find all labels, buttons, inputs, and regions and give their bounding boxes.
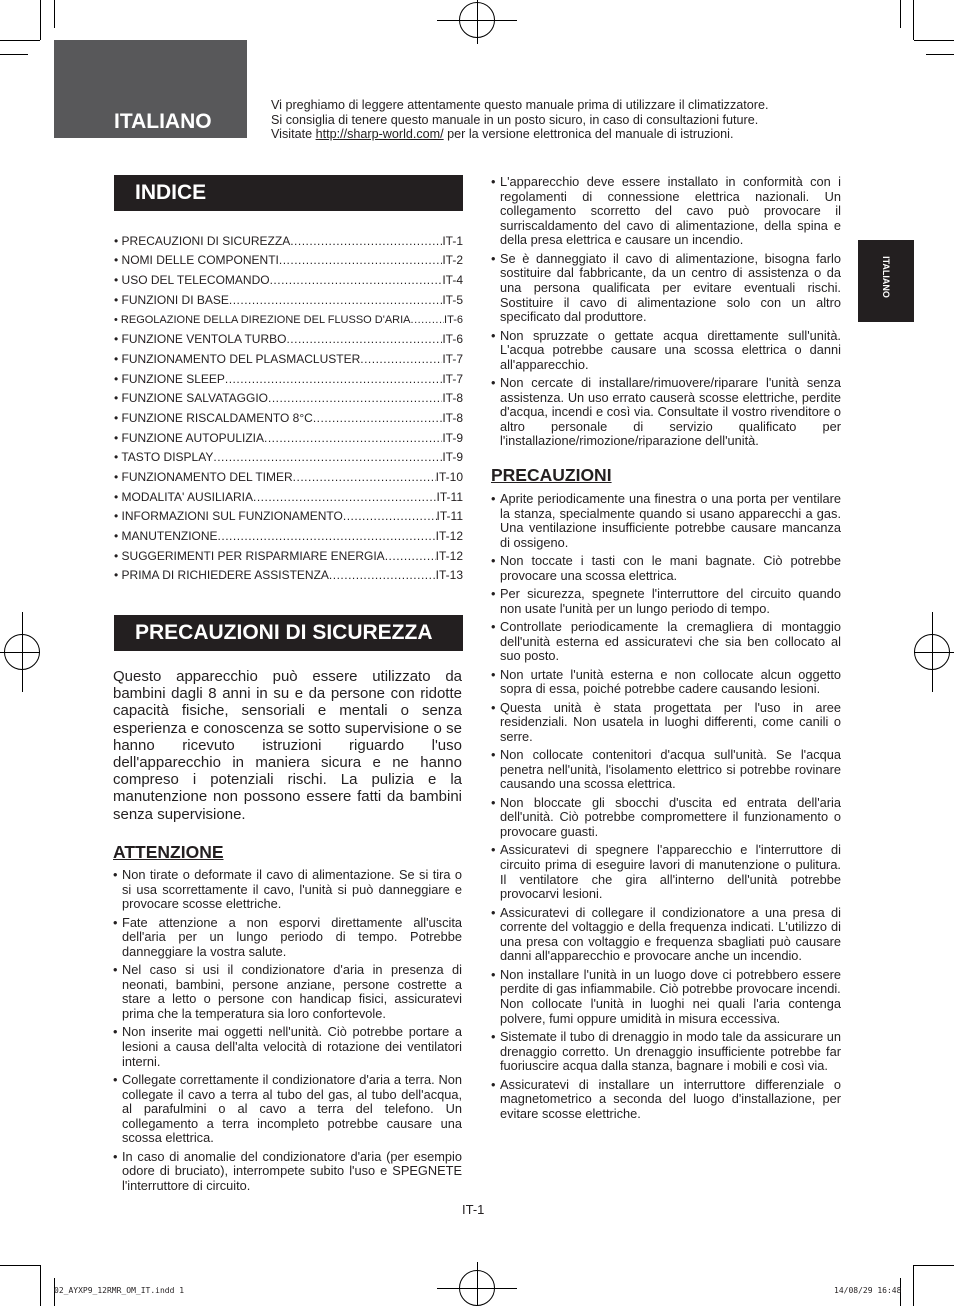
toc-entry-label: • FUNZIONE SLEEP [114, 371, 225, 386]
crop-mark [914, 1265, 954, 1266]
toc-entry-page: IT-11 [436, 509, 463, 524]
bullet-item-text: • Non urtate l'unità esterna e non collocate alcun oggetto sopra di essa, poiché potrebbe cadere causando lesioni. [500, 666, 841, 697]
toc-entry [114, 267, 463, 287]
toc-entry-page: IT-8 [442, 391, 463, 406]
bullet-item [491, 843, 841, 901]
indice-heading: INDICE [114, 175, 463, 211]
crop-mark [913, 1265, 914, 1306]
toc-leader-dots [218, 529, 436, 543]
bullet-item [491, 329, 841, 373]
print-timestamp: 14/08/29 16:48 [834, 1286, 902, 1295]
crop-mark [900, 0, 901, 28]
toc-entry-label: • FUNZIONE SALVATAGGIO [114, 391, 268, 406]
bullet-item-text: • Assicuratevi di spegnere l'apparecchio e l'interruttore di circuito prima di eseguire lavori di manutenzione o pulitura. Il ventilatore che gira all'interno dell'unità potrebbe provocarvi lesioni. [500, 842, 841, 902]
registration-mark-left [22, 612, 23, 692]
bullet-item-text: • Non inserite mai oggetti nell'unità. Ciò potrebbe portare a lesioni a causa dell'alta velocità di rotazione dei ventilatori interni. [122, 1024, 462, 1069]
bullet-item-text: • L'apparecchio deve essere installato in conformità con i regolamenti di connessione elettrica nazionali. Un collegamento scorretto del cavo può provocare il surriscaldamento del cavo di alimentazione, della spina e della presa elettrica e causare un incendio. [500, 174, 841, 248]
registration-mark-right [932, 612, 933, 692]
toc-leader-dots [229, 293, 442, 307]
toc-entry-page: IT-11 [436, 489, 463, 504]
bullet-item [491, 252, 841, 325]
bullet-item-text: • In caso di anomalie del condizionatore d'aria (per esempio odore di bruciato), interrompete subito l'uso e SPEGNETE l'interruttore di circuito. [122, 1148, 462, 1193]
toc-entry-page: IT-2 [442, 253, 463, 268]
toc-leader-dots [329, 568, 436, 582]
toc-entry [114, 386, 463, 406]
bullet-item [491, 968, 841, 1026]
registration-mark-top [477, 0, 478, 44]
side-language-label: ITALIANO [881, 256, 891, 298]
bullet-item-text: • Collegate correttamente il condizionatore d'aria a terra. Non collegate il cavo a terra al tubo del gas, al tubo dell'acqua, al parafulmini o al cavo a terra del telefono. Un collegamento a terra incompleto potrebbe causare una scossa elettrica. [122, 1071, 462, 1146]
intro-text-fragment: Visitate [271, 127, 316, 142]
toc-entry [114, 523, 463, 543]
bullet-item-text: • Non toccate i tasti con le mani bagnate. Ciò potrebbe provocare una scossa elettrica. [500, 553, 841, 583]
sicurezza-heading: PRECAUZIONI DI SICUREZZA [114, 615, 463, 651]
bullet-item-text: • Nel caso si usi il condizionatore d'aria in presenza di neonati, bambini, persone anziane, persone costrette a stare a letto o persone con handicap fisici, assicuratevi prima che la temperatura sia loro confortevole. [122, 962, 462, 1021]
bullet-item [491, 1078, 841, 1122]
bullet-item-text: • Non collocate contenitori d'acqua sull'unità. Se l'acqua penetra nell'unità, l'isolamento elettrico si potrebbe rovinare causando una scossa elettrica. [500, 747, 841, 792]
crop-mark [40, 0, 41, 40]
toc-entry-page: IT-12 [435, 548, 463, 563]
bullet-item [491, 748, 841, 792]
bullet-item-extra-text: Non collocate l'unità in luoghi nei quali l'aria contenga polvere, fumi oppure umidità in misura eccessiva. [500, 995, 841, 1026]
bullet-item-text: • Questa unità è stata progettata per l'uso in aree residenziali. Non usatela in luoghi differenti, come canili o serre. [500, 699, 841, 744]
toc-entry-label: • FUNZIONAMENTO DEL TIMER [114, 469, 293, 484]
toc-leader-dots [411, 314, 445, 326]
toc-entry-label: • FUNZIONE AUTOPULIZIA [114, 430, 264, 445]
toc-entry-label: • TASTO DISPLAY [114, 450, 214, 465]
crop-mark [0, 54, 28, 55]
toc-entry-page: IT-9 [442, 430, 463, 445]
toc-entry-page: IT-7 [442, 371, 463, 386]
bullet-item [113, 916, 462, 960]
bullet-item [491, 376, 841, 449]
toc-entry-page: IT-1 [442, 233, 463, 248]
toc-entry [114, 563, 463, 583]
toc-entry [114, 346, 463, 366]
toc-leader-dots [313, 411, 443, 425]
precauzioni-list [491, 492, 841, 1125]
bullet-item [491, 620, 841, 664]
bullet-item [113, 1073, 462, 1146]
bullet-item-text: • Assicuratevi di installare un interruttore differenziale o magnetometrico a seconda del luogo d'installazione, per evitare scosse elettriche. [500, 1076, 841, 1121]
bullet-item [491, 175, 841, 248]
toc-leader-dots [213, 450, 442, 464]
crop-mark [913, 0, 914, 40]
toc-entry-page: IT-7 [442, 351, 463, 366]
toc-leader-dots [225, 372, 442, 386]
bullet-item-text: • Non installare l'unità in un luogo dove ci potrebbero essere perdite di gas infiammabile. Ciò potrebbe provocare incendi. [500, 966, 841, 997]
sharp-world-link[interactable]: http://sharp-world.com/ [315, 127, 444, 142]
intro-line: Si consiglia di tenere questo manuale in un posto sicuro, in caso di consultazioni future. [271, 112, 759, 127]
toc-entry-label: • FUNZIONI DI BASE [114, 292, 229, 307]
toc-leader-dots [279, 253, 442, 267]
toc-entry-label: • FUNZIONAMENTO DEL PLASMACLUSTER [114, 351, 361, 366]
bullet-item [113, 1025, 462, 1069]
toc-entry-label: • PRIMA DI RICHIEDERE ASSISTENZA [114, 568, 329, 583]
toc-entry-label: • REGOLAZIONE DELLA DIREZIONE DEL FLUSSO D'ARIA [114, 314, 411, 327]
bullet-item-text: • Controllate periodicamente la cremagliera di montaggio dell'unità esterna ed assicuratevi che sia ben collocato al suo posto. [500, 619, 841, 664]
crop-mark [0, 40, 40, 41]
crop-mark [914, 40, 954, 41]
attenzione-heading: ATTENZIONE [113, 842, 224, 862]
toc-entry [114, 307, 463, 327]
toc-entry-page: IT-4 [442, 273, 463, 288]
bullet-item-text: • Non bloccate gli sbocchi d'uscita ed entrata dell'aria dell'unità. Ciò potrebbe compromettere il funzionamento o provocare guasti. [500, 794, 841, 840]
toc-entry-label: • INFORMAZIONI SUL FUNZIONAMENTO [114, 509, 343, 524]
bullet-item [491, 796, 841, 840]
language-title: ITALIANO [114, 110, 212, 133]
bullet-item [113, 868, 462, 912]
toc-entry [114, 287, 463, 307]
bullet-item [491, 492, 841, 550]
bullet-item-text: • Aprite periodicamente una finestra o una porta per ventilare la stanza, specialmente quando si usano apparecchi a gas. Una ventilazione insufficiente potrebbe causare mancanza di ossigeno. [500, 491, 841, 550]
toc-entry-label: • MODALITA' AUSILIARIA [114, 489, 253, 504]
toc-entry [114, 445, 463, 465]
toc-leader-dots [290, 234, 442, 248]
bullet-item [491, 668, 841, 697]
bullet-item [491, 554, 841, 583]
toc-entry [114, 326, 463, 346]
precauzioni-heading: PRECAUZIONI [491, 465, 612, 485]
toc-entry-label: • FUNZIONE VENTOLA TURBO [114, 332, 287, 347]
page-number: IT-1 [462, 1202, 485, 1217]
bullet-item-text: • Fate attenzione a non esporvi direttamente all'uscita dell'aria per un lungo periodo di tempo. Potrebbe danneggiare la vostra salute. [122, 914, 462, 959]
toc-entry [114, 228, 463, 248]
toc-entry-page: IT-9 [442, 450, 463, 465]
registration-mark-bottom [477, 1262, 478, 1306]
bullet-item [491, 587, 841, 616]
toc-entry-page: IT-12 [435, 529, 463, 543]
toc-entry [114, 405, 463, 425]
bullet-item-text: • Se è danneggiato il cavo di alimentazione, bisogna farlo sostituire dal fabbricante, da un centro di assistenza o da una persona qualificata per evitare eventuali rischi. Sostituire il cavo di alimentazione solo con un altro specificato dal produttore. [500, 250, 841, 325]
crop-mark [0, 1265, 40, 1266]
sicurezza-lead-paragraph: Questo apparecchio può essere utilizzato da bambini dagli 8 anni in su e da persone con ridotte capacità fisiche, sensoriali e mentali o senza esperienza e conoscenza se sotto supervisione o se hanno ricevuto istruzioni riguardo l'uso dell'apparecchio in maniera sicura e ne hanno compreso i potenziali rischi. La pulizia e la manutenzione non possono essere fatti da bambini senza supervisione. [113, 668, 462, 823]
toc-leader-dots [264, 431, 442, 445]
bullet-item [491, 1030, 841, 1074]
bullet-item-text: • Non spruzzate o gettate acqua direttamente sull'unità. L'acqua potrebbe causare una scossa elettrica o danni all'apparecchio. [500, 327, 841, 372]
toc-entry-label: • FUNZIONE RISCALDAMENTO 8°C [114, 410, 313, 425]
toc-entry-page: IT-10 [435, 469, 463, 484]
toc-entry-page: IT-5 [442, 292, 463, 307]
toc-leader-dots [385, 549, 436, 563]
bullet-item-text: • Non cercate di installare/rimuovere/riparare l'unità senza assistenza. Un uso errato causerà scosse elettriche, perdite d'acqua, incendi e così via. Consultate il vostro rivenditore o altro personale di servizio qualificato per l'installazione/rimozione/riparazione dell'unità. [500, 375, 841, 449]
installation-warning-list [491, 175, 841, 453]
toc-leader-dots [253, 490, 437, 504]
toc-leader-dots [343, 509, 437, 523]
toc-leader-dots [268, 391, 442, 405]
file-slug: 02_AYXP9_12RMR_OM_IT.indd 1 [54, 1286, 185, 1295]
bullet-item [113, 963, 462, 1021]
toc-leader-dots [293, 470, 436, 484]
toc-entry [114, 248, 463, 268]
crop-mark [40, 1265, 41, 1306]
bullet-item-text: • Non tirate o deformate il cavo di alimentazione. Se si tira o si usa scorrettamente il cavo, l'unità si può danneggiare e provocare scosse elettriche. [122, 867, 462, 912]
bullet-item [113, 1150, 462, 1194]
toc-entry-label: • MANUTENZIONE [114, 529, 218, 543]
bullet-item [491, 701, 841, 745]
toc-leader-dots [360, 352, 442, 366]
toc-entry-label: • NOMI DELLE COMPONENTI [114, 253, 279, 268]
toc-entry [114, 543, 463, 563]
crop-mark [926, 54, 954, 55]
toc-entry [114, 366, 463, 386]
toc-entry [114, 484, 463, 504]
toc-leader-dots [270, 273, 443, 287]
bullet-item [491, 906, 841, 964]
bullet-item-text: • Sistemate il tubo di drenaggio in modo tale da assicurare un drenaggio corretto. Un drenaggio insufficiente potrebbe far fuoriuscire acqua dalla stanza, bagnare i mobili e così via. [500, 1028, 841, 1074]
table-of-contents [114, 228, 463, 582]
intro-text [271, 98, 841, 142]
toc-leader-dots [286, 332, 442, 346]
toc-entry-label: • PRECAUZIONI DI SICUREZZA [114, 233, 291, 248]
toc-entry-page: IT-6 [442, 332, 463, 347]
toc-entry [114, 425, 463, 445]
toc-entry-label: • USO DEL TELECOMANDO [114, 273, 270, 288]
intro-text-fragment: per la versione elettronica del manuale di istruzioni. [443, 127, 734, 142]
intro-line [271, 127, 841, 142]
intro-line: Vi preghiamo di leggere attentamente questo manuale prima di utilizzare il climatizzatore. [271, 98, 769, 112]
crop-mark [54, 0, 55, 28]
toc-entry-page: IT-6 [444, 314, 463, 327]
toc-entry [114, 464, 463, 484]
bullet-item-text: • Assicuratevi di collegare il condizionatore a una presa di corrente del voltaggio e della frequenza indicati. L'utilizzo di una presa con voltaggio e frequenza sbagliati può causare danni all'apparecchio e provocare anche un incendio. [500, 904, 841, 964]
toc-entry-label: • SUGGERIMENTI PER RISPARMIARE ENERGIA [114, 548, 385, 563]
registration-mark-right [914, 652, 954, 653]
bullet-item-text: • Per sicurezza, spegnete l'interruttore del circuito quando non usate l'unità per un lungo periodo di tempo. [500, 586, 841, 616]
toc-entry-page: IT-8 [442, 410, 463, 425]
attenzione-list [113, 868, 462, 1197]
toc-entry [114, 504, 463, 524]
registration-mark-left [0, 652, 40, 653]
toc-entry-page: IT-13 [435, 568, 463, 583]
